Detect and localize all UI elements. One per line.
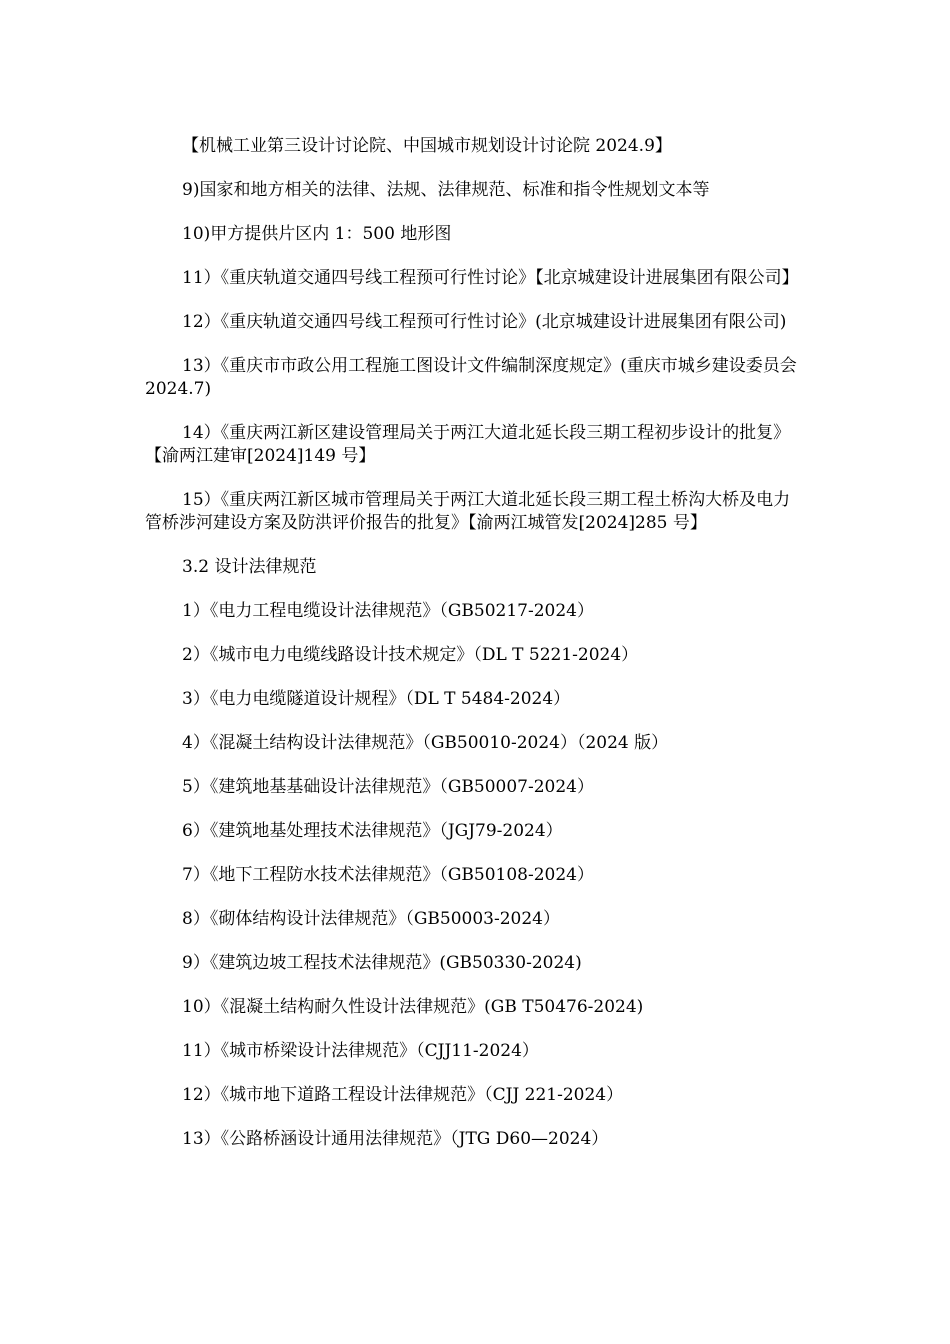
standard-item-4: 4）《混凝土结构设计法律规范》（GB50010-2024）（2024 版） (182, 733, 669, 753)
standard-item-7: 7）《地下工程防水技术法律规范》（GB50108-2024） (182, 865, 594, 885)
paragraph-item-14: 14）《重庆两江新区建设管理局关于两江大道北延长段三期工程初步设计的批复》【渝两江建审[2024]149 号】 (145, 423, 791, 466)
standard-item-2: 2）《城市电力电缆线路设计技术规定》（DL T 5221-2024） (182, 645, 639, 665)
paragraph-item-12: 12）《重庆轨道交通四号线工程预可行性讨论》(北京城建设计进展集团有限公司) (182, 312, 787, 332)
document-page (145, 135, 805, 1172)
standard-item-11: 11）《城市桥梁设计法律规范》（CJJ11-2024） (182, 1041, 539, 1061)
paragraph-reference-source: 【机械工业第三设计讨论院、中国城市规划设计讨论院 2024.9】 (182, 136, 672, 156)
standard-item-13: 13）《公路桥涵设计通用法律规范》（JTG D60—2024） (182, 1129, 609, 1149)
standard-item-12: 12）《城市地下道路工程设计法律规范》（CJJ 221-2024） (182, 1085, 624, 1105)
standard-item-5: 5）《建筑地基基础设计法律规范》（GB50007-2024） (182, 777, 594, 797)
paragraph-item-10: 10)甲方提供片区内 1：500 地形图 (182, 224, 452, 244)
standard-item-1: 1）《电力工程电缆设计法律规范》（GB50217-2024） (182, 601, 594, 621)
paragraph-item-15: 15）《重庆两江新区城市管理局关于两江大道北延长段三期工程土桥沟大桥及电力管桥涉河建设方案及防洪评价报告的批复》【渝两江城管发[2024]285 号】 (145, 490, 791, 533)
section-heading-3-2: 3.2 设计法律规范 (182, 557, 317, 577)
paragraph-item-13: 13）《重庆市市政公用工程施工图设计文件编制深度规定》(重庆市城乡建设委员会 2024.7) (145, 356, 797, 399)
standard-item-9: 9）《建筑边坡工程技术法律规范》(GB50330-2024) (182, 953, 582, 973)
paragraph-item-11: 11）《重庆轨道交通四号线工程预可行性讨论》【北京城建设计进展集团有限公司】 (182, 268, 799, 288)
standard-item-8: 8）《砌体结构设计法律规范》（GB50003-2024） (182, 909, 560, 929)
paragraph-item-9: 9)国家和地方相关的法律、法规、法律规范、标准和指令性规划文本等 (182, 180, 710, 200)
standard-item-10: 10）《混凝土结构耐久性设计法律规范》(GB T50476-2024) (182, 997, 644, 1017)
standard-item-6: 6）《建筑地基处理技术法律规范》（JGJ79-2024） (182, 821, 563, 841)
standard-item-3: 3）《电力电缆隧道设计规程》（DL T 5484-2024） (182, 689, 571, 709)
